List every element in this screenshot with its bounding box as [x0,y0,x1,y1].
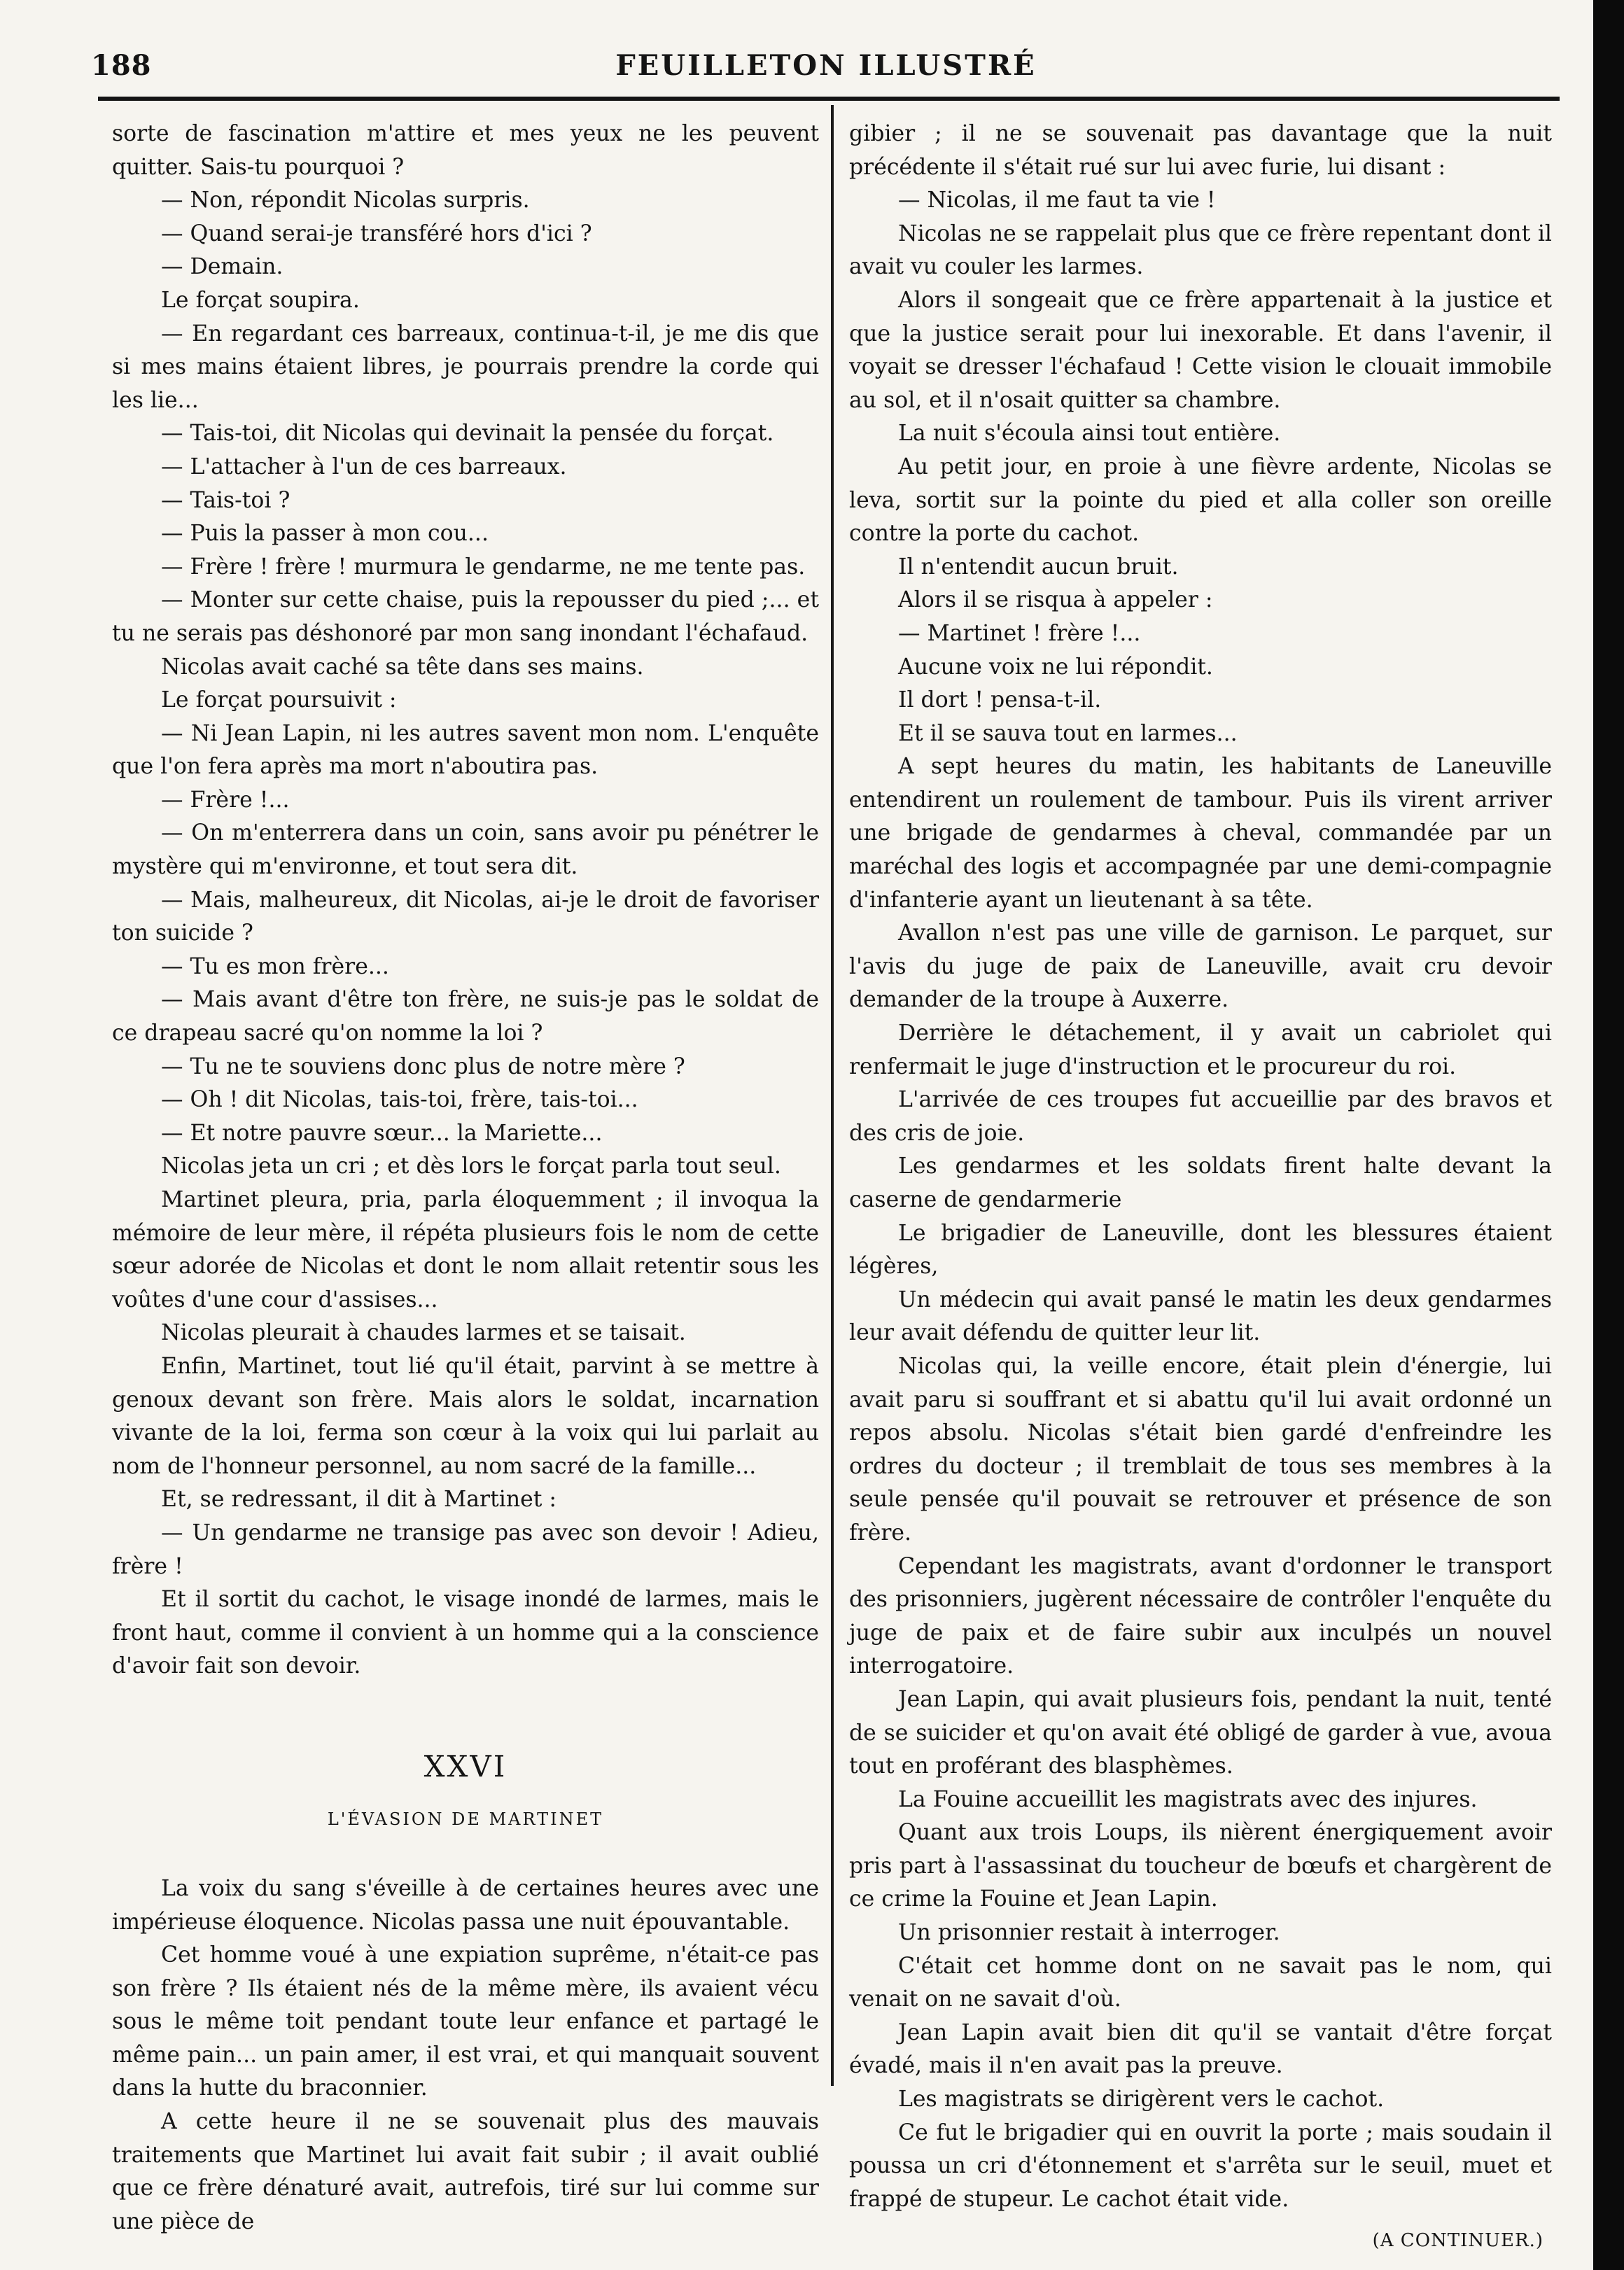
paragraph: Cet homme voué à une expiation suprême, n'était-ce pas son frère ? Ils étaient nés de la même mère, ils avaient vécu sous le même toit pendant toute leur enfance et partagé le même pain... un pain amer, il est vrai, et qui manquait souvent dans la hutte du braconnier. [112,1942,819,2101]
paragraph: — Tais-toi, dit Nicolas qui devinait la pensée du forçat. [161,421,774,447]
paragraph: — Frère ! frère ! murmura le gendarme, ne me tente pas. [161,554,806,580]
paragraph: Un prisonnier restait à interroger. [898,1920,1280,1946]
paragraph: Aucune voix ne lui répondit. [898,654,1213,680]
paragraph: Et il sortit du cachot, le visage inondé de larmes, mais le front haut, comme il convient à un homme qui a la conscience d'avoir fait son devoir. [112,1587,819,1679]
paragraph: Nicolas avait caché sa tête dans ses mains. [161,654,644,680]
paragraph: Avallon n'est pas une ville de garnison. Le parquet, sur l'avis du juge de paix de Laneuville, avait cru devoir demander de la troupe à Auxerre. [849,920,1552,1013]
column-divider [831,105,834,2086]
paragraph: La voix du sang s'éveille à de certaines heures avec une impérieuse éloquence. Nicolas passa une nuit épouvantable. [112,1875,819,1935]
paragraph: — Tu es mon frère... [161,953,389,979]
page-header [91,36,1561,85]
paragraph: — L'attacher à l'un de ces barreaux. [161,454,567,479]
paragraph: Nicolas jeta un cri ; et dès lors le forçat parla tout seul. [161,1154,781,1179]
paragraph: — Mais avant d'être ton frère, ne suis-je pas le soldat de ce drapeau sacré qu'on nomme la loi ? [112,987,819,1046]
paragraph: — Non, répondit Nicolas surpris. [161,188,530,213]
paragraph: Alors il se risqua à appeler : [898,587,1213,613]
right-column [849,118,1552,2258]
page-number: 188 [91,49,152,82]
paragraph: Alors il songeait que ce frère appartenait à la justice et que la justice serait pour lui inexorable. Et dans l'avenir, il voyait se dresser l'échafaud ! Cette vision le clouait immobile au sol, et il n'osait quitter sa chambre. [849,287,1552,413]
paragraph: — Oh ! dit Nicolas, tais-toi, frère, tais-toi... [161,1087,638,1113]
paragraph: La nuit s'écoula ainsi tout entière. [898,421,1281,447]
paragraph: Nicolas qui, la veille encore, était plein d'énergie, lui avait paru si souffrant et si abattu qu'il lui avait ordonné un repos absolu. Nicolas s'était bien gardé d'enfreindre les ordres du docteur ; il tremblait de tous ses membres à la seule pensée qu'il pouvait se retrouver et présence de son frère. [849,1353,1552,1546]
header-rule [98,97,1560,101]
paragraph: Quant aux trois Loups, ils nièrent énergiquement avoir pris part à l'assassinat du toucheur de bœufs et chargèrent de ce crime la Fouine et Jean Lapin. [849,1820,1552,1912]
paragraph: Jean Lapin avait bien dit qu'il se vantait d'être forçat évadé, mais il n'en avait pas la preuve. [849,2019,1552,2079]
chapter-numeral: XXVI [424,1749,507,1784]
paragraph: — En regardant ces barreaux, continua-t-il, je me dis que si mes mains étaient libres, je pourrais prendre la corde qui les lie... [112,321,819,413]
paragraph: — Puis la passer à mon cou... [161,521,489,547]
paragraph: — Monter sur cette chaise, puis la repousser du pied ;... et tu ne serais pas déshonoré par mon sang inondant l'échafaud. [112,587,819,646]
paragraph: Les gendarmes et les soldats firent halte devant la caserne de gendarmerie [849,1154,1552,1212]
paragraph: Un médecin qui avait pansé le matin les deux gendarmes leur avait défendu de quitter leur lit. [849,1287,1552,1346]
paragraph: Martinet pleura, pria, parla éloquemment ; il invoqua la mémoire de leur mère, il répéta plusieurs fois le nom de cette sœur adorée de Nicolas et dont le nom allait retentir sous les voûtes d'une cour d'assises... [112,1187,819,1312]
paragraph: — Tu ne te souviens donc plus de notre mère ? [161,1053,685,1079]
paragraph: — Nicolas, il me faut ta vie ! [898,188,1216,213]
paragraph: Ce fut le brigadier qui en ouvrit la porte ; mais soudain il poussa un cri d'étonnement et s'arrêta sur le seuil, muet et frappé de stupeur. Le cachot était vide. [849,2120,1552,2212]
scan-edge-shadow [1593,0,1624,2270]
paragraph: gibier ; il ne se souvenait pas davantage que la nuit précédente il s'était rué sur lui avec furie, lui disant : [849,121,1552,180]
paragraph: Nicolas pleurait à chaudes larmes et se taisait. [161,1320,686,1346]
paragraph: — Un gendarme ne transige pas avec son devoir ! Adieu, frère ! [112,1520,819,1579]
paragraph: Cependant les magistrats, avant d'ordonner le transport des prisonniers, jugèrent nécessaire de contrôler l'enquête du juge de paix et de faire subir aux inculpés un nouvel interrogatoire. [849,1553,1552,1679]
paragraph: Et il se sauva tout en larmes... [898,720,1238,746]
chapter-title: L'ÉVASION DE MARTINET [327,1809,604,1829]
paragraph: Enfin, Martinet, tout lié qu'il était, parvint à se mettre à genoux devant son frère. Mais alors le soldat, incarnation vivante de la loi, ferma son cœur à la voix qui lui parlait au nom de l'honneur personnel, au nom sacré de la famille... [112,1353,819,1479]
paragraph: — Et notre pauvre sœur... la Mariette... [161,1120,603,1146]
paragraph: Jean Lapin, qui avait plusieurs fois, pendant la nuit, tenté de se suicider et qu'on avait été obligé de garder à vue, avoua tout en proférant des blasphèmes. [849,1686,1552,1779]
paragraph: — Martinet ! frère !... [898,620,1141,646]
paragraph: A sept heures du matin, les habitants de Laneuville entendirent un roulement de tambour. Puis ils virent arriver une brigade de gendarmes à cheval, commandée par un maréchal des logis et accompagnée par une demi-compagnie d'infanterie ayant un lieutenant à sa tête. [849,754,1552,913]
paragraph: Nicolas ne se rappelait plus que ce frère repentant dont il avait vu couler les larmes. [849,220,1552,280]
paragraph: Le brigadier de Laneuville, dont les blessures étaient légères, [849,1220,1552,1280]
paragraph: — Demain. [161,254,284,280]
paragraph: — Quand serai-je transféré hors d'ici ? [161,220,592,246]
paragraph: Le forçat poursuivit : [161,687,397,713]
paragraph: L'arrivée de ces troupes fut accueillie par des bravos et des cris de joie. [849,1087,1552,1146]
paragraph: — Mais, malheureux, dit Nicolas, ai-je le droit de favoriser ton suicide ? [112,887,819,946]
paragraph: — Frère !... [161,787,290,813]
paragraph: Derrière le détachement, il y avait un cabriolet qui renfermait le juge d'instruction et le procureur du roi. [849,1021,1552,1079]
paragraph: — Tais-toi ? [161,487,290,513]
paragraph: sorte de fascination m'attire et mes yeux ne les peuvent quitter. Sais-tu pourquoi ? [112,121,819,180]
paragraph: A cette heure il ne se souvenait plus des mauvais traitements que Martinet lui avait fait subir ; il avait oublié que ce frère dénaturé avait, autrefois, tiré sur lui comme sur une pièce de [112,2109,819,2234]
to-be-continued: (A CONTINUER.) [1372,2230,1544,2252]
paragraph: Il n'entendit aucun bruit. [898,554,1179,580]
paragraph: Les magistrats se dirigèrent vers le cachot. [898,2087,1385,2113]
paragraph: Il dort ! pensa-t-il. [898,687,1102,713]
paragraph: La Fouine accueillit les magistrats avec des injures. [898,1786,1478,1812]
paragraph: Au petit jour, en proie à une fièvre ardente, Nicolas se leva, sortit sur la pointe du pied et alla coller son oreille contre la porte du cachot. [849,454,1552,547]
paragraph: — Ni Jean Lapin, ni les autres savent mon nom. L'enquête que l'on fera après ma mort n'aboutira pas. [112,720,819,780]
paragraph: Et, se redressant, il dit à Martinet : [161,1487,557,1513]
paragraph: — On m'enterrera dans un coin, sans avoir pu pénétrer le mystère qui m'environne, et tout sera dit. [112,820,819,880]
paragraph: Le forçat soupira. [161,287,360,313]
running-title: FEUILLETON ILLUSTRÉ [615,49,1037,82]
left-column [112,118,819,2239]
paragraph: C'était cet homme dont on ne savait pas le nom, qui venait on ne savait d'où. [849,1953,1552,2012]
